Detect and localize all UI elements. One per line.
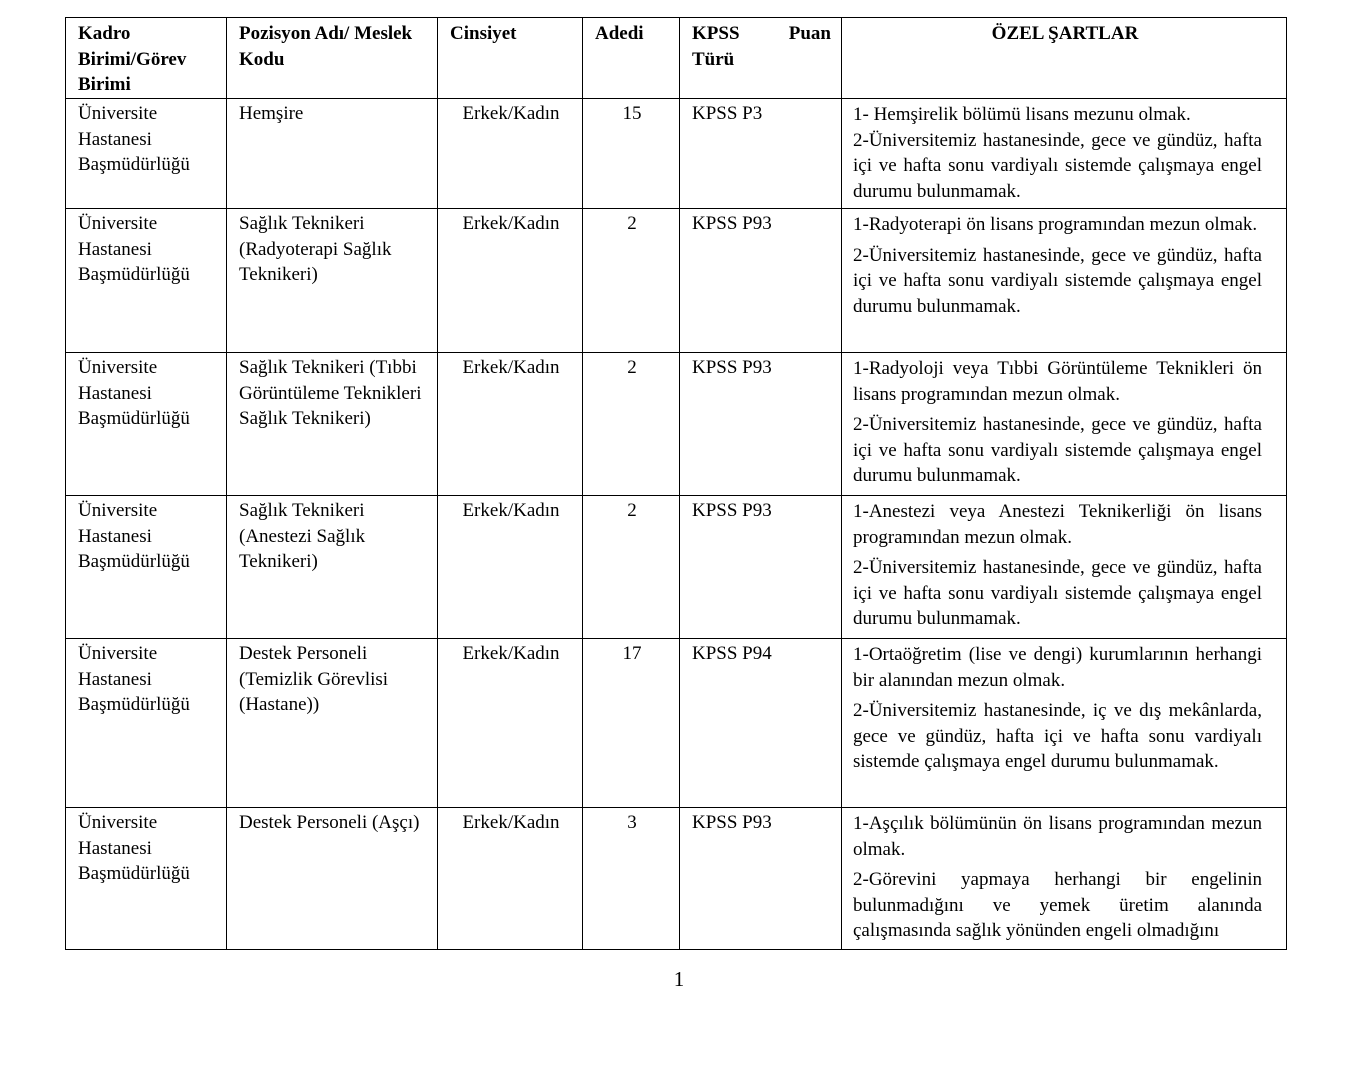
- cell-unit: Üniversite Hastanesi Başmüdürlüğü: [66, 496, 227, 639]
- cell-kpss: KPSS P93: [680, 808, 842, 950]
- cell-gender: Erkek/Kadın: [438, 808, 583, 950]
- condition-item: 1-Aşçılık bölümünün ön lisans programından mezun olmak.: [853, 813, 1262, 860]
- cell-unit: Üniversite Hastanesi Başmüdürlüğü: [66, 209, 227, 353]
- cell-position: Sağlık Teknikeri (Anestezi Sağlık Teknikeri): [227, 496, 438, 639]
- page-number: 1: [673, 967, 685, 991]
- condition-item: 2-Üniversitemiz hastanesinde, gece ve gündüz, hafta içi ve hafta sonu vardiyalı sistemde çalışmaya engel durumu bulunmamak.: [853, 557, 1262, 629]
- cell-position: Destek Personeli (Temizlik Görevlisi (Hastane)): [227, 639, 438, 808]
- cell-conditions: [842, 496, 1287, 639]
- cell-count: 15: [583, 99, 680, 209]
- cell-position: Sağlık Teknikeri (Tıbbi Görüntüleme Teknikleri Sağlık Teknikeri): [227, 353, 438, 496]
- cell-gender: Erkek/Kadın: [438, 209, 583, 353]
- cell-position: Sağlık Teknikeri (Radyoterapi Sağlık Teknikeri): [227, 209, 438, 353]
- table-row: [66, 808, 1287, 950]
- condition-item: 1- Hemşirelik bölümü lisans mezunu olmak.: [853, 104, 1191, 125]
- cell-count: 2: [583, 209, 680, 353]
- table-row: [66, 353, 1287, 496]
- condition-item: 2-Görevini yapmaya herhangi bir engelinin bulunmadığını ve yemek üretim alanında çalışmasında sağlık yönünden engeli olmadığını: [853, 869, 1262, 941]
- condition-item: 1-Radyoterapi ön lisans programından mezun olmak.: [853, 214, 1258, 235]
- cell-count: 2: [583, 353, 680, 496]
- header-kpss: KPSS Puan Türü: [680, 18, 842, 99]
- cell-unit: Üniversite Hastanesi Başmüdürlüğü: [66, 639, 227, 808]
- cell-conditions: [842, 99, 1287, 209]
- header-position: Pozisyon Adı/ Meslek Kodu: [227, 18, 438, 99]
- cell-conditions: [842, 209, 1287, 353]
- header-conditions: ÖZEL ŞARTLAR: [842, 18, 1287, 99]
- condition-item: 2-Üniversitemiz hastanesinde, iç ve dış mekânlarda, gece ve gündüz, hafta içi ve hafta sonu vardiyalı sistemde çalışmaya engel durumu bulunmamak.: [853, 700, 1262, 772]
- table-row: [66, 99, 1287, 209]
- cell-gender: Erkek/Kadın: [438, 639, 583, 808]
- table-row: [66, 639, 1287, 808]
- header-row: [66, 18, 1287, 99]
- condition-item: 1-Anestezi veya Anestezi Teknikerliği ön lisans programından mezun olmak.: [853, 501, 1262, 548]
- cell-position: Destek Personeli (Aşçı): [227, 808, 438, 950]
- positions-table: [65, 17, 1287, 950]
- cell-kpss: KPSS P93: [680, 496, 842, 639]
- cell-count: 2: [583, 496, 680, 639]
- cell-gender: Erkek/Kadın: [438, 99, 583, 209]
- condition-item: 1-Radyoloji veya Tıbbi Görüntüleme Teknikleri ön lisans programından mezun olmak.: [853, 358, 1262, 405]
- cell-unit: Üniversite Hastanesi Başmüdürlüğü: [66, 99, 227, 209]
- cell-kpss: KPSS P93: [680, 353, 842, 496]
- cell-unit: Üniversite Hastanesi Başmüdürlüğü: [66, 808, 227, 950]
- cell-gender: Erkek/Kadın: [438, 496, 583, 639]
- condition-item: 2-Üniversitemiz hastanesinde, gece ve gündüz, hafta içi ve hafta sonu vardiyalı sistemde çalışmaya engel durumu bulunmamak.: [853, 244, 1262, 317]
- cell-conditions: [842, 639, 1287, 808]
- condition-item: 2-Üniversitemiz hastanesinde, gece ve gündüz, hafta içi ve hafta sonu vardiyalı sistemde çalışmaya engel durumu bulunmamak.: [853, 414, 1262, 486]
- cell-kpss: KPSS P93: [680, 209, 842, 353]
- cell-conditions: [842, 353, 1287, 496]
- condition-item: 1-Ortaöğretim (lise ve dengi) kurumlarının herhangi bir alanından mezun olmak.: [853, 644, 1262, 691]
- header-unit: Kadro Birimi/Görev Birimi: [66, 18, 227, 99]
- condition-item: 2-Üniversitemiz hastanesinde, gece ve gündüz, hafta içi ve hafta sonu vardiyalı sistemde çalışmaya engel durumu bulunmamak.: [853, 129, 1262, 202]
- cell-conditions: [842, 808, 1287, 950]
- cell-unit: Üniversite Hastanesi Başmüdürlüğü: [66, 353, 227, 496]
- cell-gender: Erkek/Kadın: [438, 353, 583, 496]
- cell-count: 17: [583, 639, 680, 808]
- cell-kpss: KPSS P94: [680, 639, 842, 808]
- table-row: [66, 209, 1287, 353]
- table-row: [66, 496, 1287, 639]
- header-count: Adedi: [583, 18, 680, 99]
- cell-position: Hemşire: [227, 99, 438, 209]
- header-gender: Cinsiyet: [438, 18, 583, 99]
- cell-count: 3: [583, 808, 680, 950]
- cell-kpss: KPSS P3: [680, 99, 842, 209]
